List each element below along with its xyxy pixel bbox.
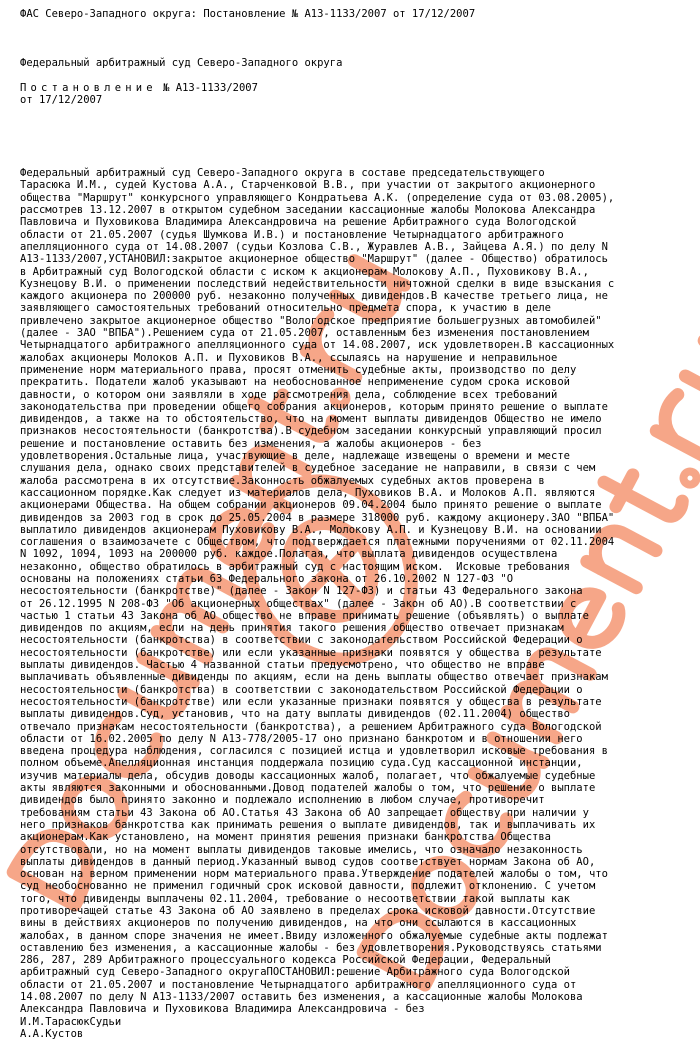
body-line: выплаты дивидендов в данный период.Указанный вывод судов соответствует нормам Закона об АО,	[20, 855, 596, 868]
body-line: заявляющего самостоятельных требований относительно предмета спора, к участию в деле	[20, 302, 552, 315]
body-line: рассмотрев 13.12.2007 в открытом судебном заседании кассационные жалобы Молокова Александра	[20, 204, 596, 217]
body-line: выплаты дивидендов.Суд, установив, что на дату выплаты дивидендов (02.11.2004) общество	[20, 708, 570, 721]
body-line: жалобах, в данном споре значения не имеет.Ввиду изложенного обжалуемые судебные акты подлежат	[20, 929, 608, 942]
body-line: удовлетворения.Остальные лица, участвующие в деле, надлежаще извещены о времени и месте	[20, 450, 570, 463]
body-line: несостоятельности (банкротстве)" (далее - Закон N 127-ФЗ) и статьи 43 Федерального закона	[20, 585, 583, 598]
body-line: дивидендов за 2003 год в срок до 25.05.2004 в размере 318000 руб. каждому акционеру.ЗАО "ВПБА"	[20, 511, 615, 524]
body-line: (далее - ЗАО "ВПБА").Решением суда от 21.05.2007, оставленным без изменения постановлением	[20, 327, 589, 340]
body-line: жалоба рассмотрена в их отсутствие.Законность обжалуемых судебных актов проверена в	[20, 474, 545, 487]
body-line: жалобах акционеры Молоков А.П. и Пуховиков В.А., ссылаясь на нарушение и неправильное	[20, 351, 558, 364]
body-line: 14.08.2007 по делу N А13-1133/2007 оставить без изменения, а кассационные жалобы Молокова	[20, 991, 583, 1004]
body-line: дивидендов по акциям, если на день принятия такого решения общество отвечает признакам	[20, 622, 564, 635]
body-line: выплачивать объявленные дивиденды по акциям, если на день выплаты общество отвечает признакам	[20, 671, 608, 684]
body-line: Федеральный арбитражный суд Северо-Западного округа в составе председательствующего	[20, 167, 545, 180]
body-line: основаны на положениях статьи 63 Федерального закона от 26.10.2002 N 127-ФЗ "О	[20, 572, 514, 585]
body-line: полном объеме.Апелляционная инстанция поддержала позицию суда.Суд кассационной инстанции,	[20, 757, 583, 770]
body-line: незаконно, общество обратилось в арбитражный суд с настоящим иском. Исковые требования	[20, 560, 570, 573]
body-line: вины в действиях акционеров по получению дивидендов, на что они ссылаются в кассационных	[20, 917, 577, 930]
body-line: дивидендов было принято законно и подлежало исполнению в любом случае, противоречит	[20, 794, 545, 807]
body-line: оставлению без изменения, а кассационные жалобы - без удовлетворения.Руководствуясь статьями	[20, 941, 602, 954]
body-line: применение норм материального права, просят отменить судебные акты, производство по делу	[20, 363, 577, 376]
body-line: области от 21.05.2007 и постановление Четырнадцатого арбитражного апелляционного суда от	[20, 978, 577, 991]
body-line: кассационном порядке.Как следует из материалов дела, Пуховиков В.А. и Молоков А.П. являются	[20, 486, 596, 499]
body-line: арбитражный суд Северо-Западного округаПОСТАНОВИЛ:решение Арбитражного суда Вологодской	[20, 966, 570, 979]
body-line: того, что дивиденды выплачены 02.11.2004, требование о несоответствии такой выплаты как	[20, 892, 570, 905]
document-body	[20, 167, 680, 1040]
body-line: изучив материалы дела, обсудив доводы кассационных жалоб, полагает, что обжалуемые судебные	[20, 769, 596, 782]
document-date: от 17/12/2007	[20, 93, 103, 106]
body-line: общества "Маршрут" конкурсного управляющего Кондратьева А.К. (определение суда от 03.08.2005),	[20, 191, 615, 204]
body-line: отвечало признакам несостоятельности (банкротства), а решением Арбитражного суда Вологодской	[20, 720, 602, 733]
body-line: несостоятельности (банкротства) в соответствии с законодательством Российской Федерации о	[20, 683, 583, 696]
spacer	[20, 20, 680, 57]
body-line: давности, о котором они заявляли в ходе рассмотрения дела, соблюдение всех требований	[20, 388, 558, 401]
body-line: него признаков банкротства как принимать решения о выплате дивидендов, так и выплачивать их	[20, 818, 596, 831]
body-line: суд необоснованно не применил годичный срок исковой давности, подлежит отклонению. С учетом	[20, 880, 596, 893]
body-line: основан на верном применении норм материального права.Утверждение подателей жалобы о том, что	[20, 868, 608, 881]
body-line: прекратить. Податели жалоб указывают на необоснованное неприменение судом срока исковой	[20, 376, 570, 389]
body-line: от 26.12.1995 N 208-ФЗ "Об акционерных обществах" (далее - Закон об АО).В соответствии с	[20, 597, 577, 610]
body-line: введена процедура наблюдения, согласился с позицией истца и удовлетворил исковые требования в	[20, 745, 608, 758]
body-line: выплатило дивидендов акционерам Пуховикову В.А., Молокову А.П. и Кузнецову В.И. на основании	[20, 523, 602, 536]
body-line: несостоятельности (банкротства) в соответствии с законодательством Российской Федерации о	[20, 634, 583, 647]
body-line: Тарасюка И.М., судей Кустова А.А., Старченковой В.В., при участии от закрытого акционерного	[20, 179, 596, 192]
body-line: А13-1133/2007,УСТАНОВИЛ:закрытое акционерное общество "Маршрут" (далее - Общество) обратилось	[20, 253, 608, 266]
body-line: Кузнецову В.И. о применении последствий недействительности ничтожной сделки в виде взыскания с	[20, 277, 615, 290]
body-line: законодательства при проведении общего собрания акционеров, которым принято решение о выплате	[20, 400, 608, 413]
body-line: соглашения о взаимозачете с Обществом, что подтверждается платежными поручениями от 02.11.2004	[20, 536, 615, 549]
body-line: привлечено закрытое акционерное общество "Вологодское предприятие большегрузных автомобилей"	[20, 314, 602, 327]
body-line: признаков несостоятельности (банкротства).В судебном заседании конкурсный управляющий просил	[20, 425, 602, 438]
spacer	[20, 106, 680, 143]
body-line: отсутствовали, но на момент выплаты дивидендов таковые имелись, что означало незаконность	[20, 843, 583, 856]
body-line: И.М.ТарасюкСудьи	[20, 1015, 122, 1028]
body-line: несостоятельности (банкротстве) или если указанные признаки появятся у общества в результате	[20, 695, 602, 708]
body-line: противоречащей статье 43 Закона об АО заявлено в пределах срока исковой давности.Отсутствие	[20, 905, 596, 917]
court-name: Федеральный арбитражный суд Северо-Западного округа	[20, 57, 343, 70]
body-line: несостоятельности (банкротстве) или если указанные признаки появятся у общества в результате	[20, 646, 602, 659]
spacer	[20, 70, 680, 82]
body-line: Четырнадцатого арбитражного апелляционного суда от 14.08.2007, иск удовлетворен.В кассационных	[20, 339, 615, 352]
spacer	[20, 143, 680, 167]
body-line: акционерам.Как установлено, на момент принятия решения признаки банкротства Общества	[20, 831, 552, 844]
body-line: области от 16.02.2005 по делу N А13-778/2005-17 оно признано банкротом и в отношении него	[20, 732, 583, 745]
body-line: N 1092, 1094, 1093 на 200000 руб. каждое.Полагая, что выплата дивидендов осуществлена	[20, 548, 558, 561]
body-line: требованиям статьи 43 Закона об АО.Статья 43 Закона об АО запрещает обществу при наличии у	[20, 806, 589, 819]
body-line: решение и постановление оставить без изменения, а жалобы акционеров - без	[20, 437, 482, 450]
document-title-number: № А13-1133/2007	[163, 81, 258, 94]
body-line: каждого акционера по 200000 руб. незаконно полученных дивидендов.В качестве третьего лица, не	[20, 290, 608, 303]
body-line: области от 21.05.2007 (судья Шумкова И.В.) и постановление Четырнадцатого арбитражного	[20, 228, 564, 241]
body-line: в Арбитражный суд Вологодской области с иском к акционерам Молокову А.П., Пуховикову В.А.,	[20, 265, 589, 278]
body-line: А.А.Кустов	[20, 1027, 84, 1040]
body-line: слушания дела, однако своих представителей в судебное заседание не направили, в связи с чем	[20, 462, 596, 475]
body-line: Александра Павловича и Пуховикова Владимира Александровича - без	[20, 1003, 425, 1016]
document-title-word: Постановление	[20, 81, 157, 94]
body-line: апелляционного суда от 14.08.2007 (судьи Козлова С.В., Журавлев А.В., Зайцева А.Я.) по делу N	[20, 240, 608, 253]
body-line: акты являются законными и обоснованными.Довод подателей жалобы о том, что решение о выплате	[20, 782, 596, 795]
body-line: Павловича и Пуховикова Владимира Александровича на решение Арбитражного суда Вологодской	[20, 216, 577, 229]
body-line: частью 1 статьи 43 Закона об АО общество не вправе принимать решение (объявлять) о выплате	[20, 609, 589, 622]
body-line: выплаты дивидендов. Частью 4 названной статьи предусмотрено, что общество не вправе	[20, 659, 545, 672]
document-source-line: ФАС Северо-Западного округа: Постановление № А13-1133/2007 от 17/12/2007	[20, 8, 476, 20]
body-line: акционерами Общества. На общем собрании акционеров 09.04.2004 было принято решение о выплате	[20, 499, 602, 512]
body-line: дивидендов, а также на то обстоятельство, что на момент выплаты дивидендов Общество не имело	[20, 413, 602, 426]
body-line: 286, 287, 289 Арбитражного процессуального кодекса Российской Федерации, Федеральный	[20, 954, 552, 967]
document-title	[20, 82, 680, 94]
